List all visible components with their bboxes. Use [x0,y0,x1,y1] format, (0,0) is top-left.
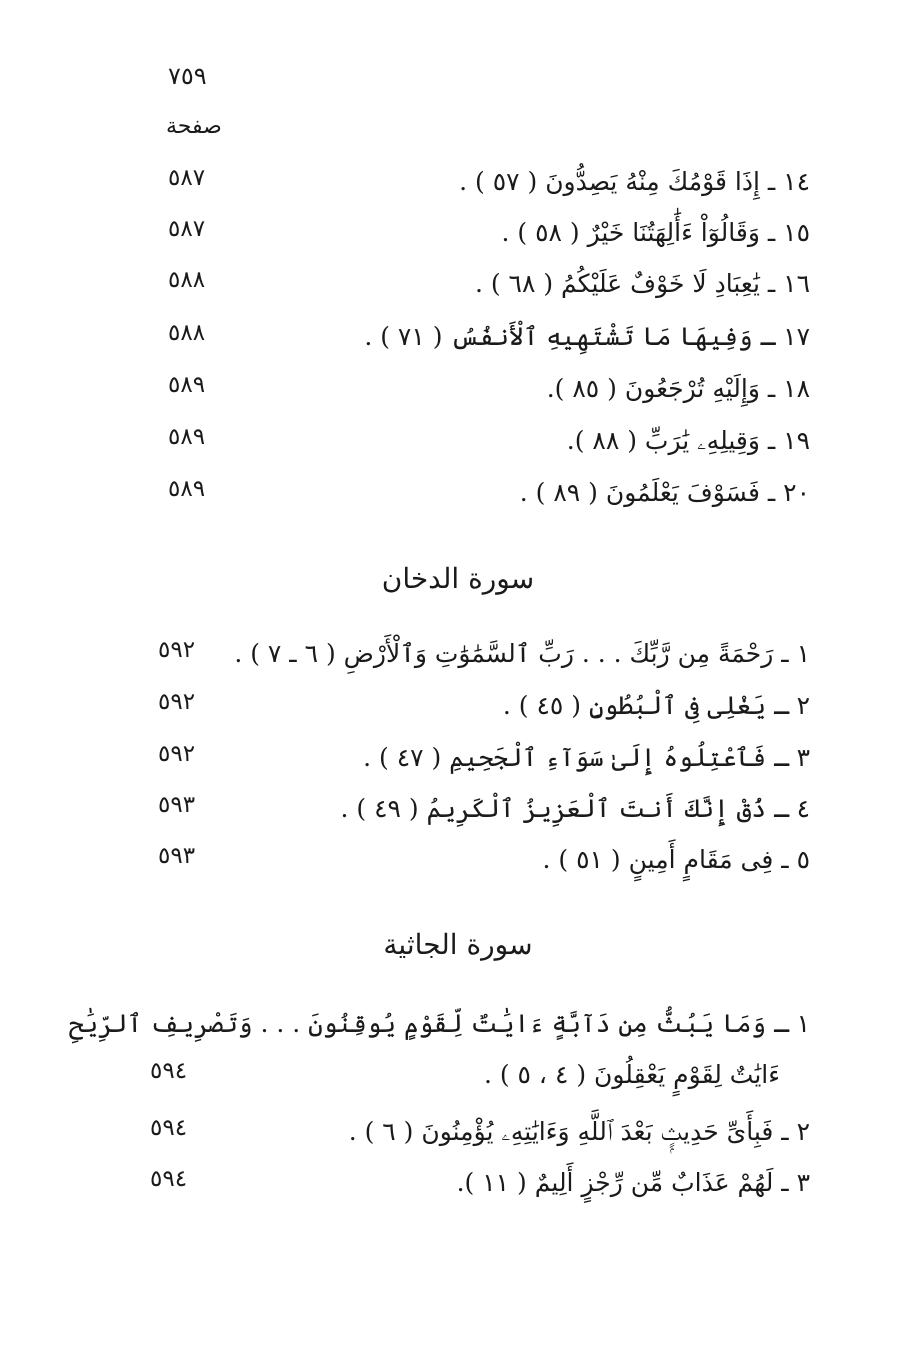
verse-entry: ١٧ ـ وَفِيهَا مَا تَشْتَهِيهِ ٱلْأَنفُسُ ( ٧١ ) . [364,322,810,351]
page-ref: ٥٨٨ [168,320,206,346]
verse-entry: ٢ ـ يَغْلِى فِى ٱلْبُطُونِ ( ٤٥ ) . [502,691,810,720]
verse-entry: ١٨ ـ وَإِلَيْهِ تُرْجَعُونَ ( ٨٥ ). [546,374,810,403]
verse-entry: ١ ـ وَمَا يَبُثُّ مِن دَآبَّةٍ ءَايَٰتٌ لِّقَوْمٍ يُوقِنُونَ . . . وَتَصْرِيفِ ٱلرِّيَٰحِ [68,1009,810,1038]
page-number: ٧٥٩ [168,62,207,90]
verse-entry: ءَايَٰتٌ لِقَوْمٍ يَعْقِلُونَ ( ٤ ، ٥ ) . [483,1060,780,1089]
list-item [150,162,810,202]
list-item [150,421,810,461]
list-item [150,789,810,829]
list-item [150,840,810,880]
verse-entry: ١ ـ رَحْمَةً مِن رَّبِّكَ . . . رَبِّ ٱلسَّمَٰوَٰتِ وَٱلْأَرْضِ ( ٦ ـ ٧ ) . [234,639,810,668]
verse-entry: ١٤ ـ إِذَا قَوْمُكَ مِنْهُ يَصِدُّونَ ( ٥٧ ) . [459,167,810,196]
verse-entry: ٣ ـ فَٱعْتِلُوهُ إِلَىٰ سَوَآءِ ٱلْجَحِيمِ ( ٤٧ ) . [363,743,810,772]
page-ref: ٥٨٨ [168,267,206,293]
page-ref: ٥٨٩ [168,424,206,450]
page-ref: ٥٨٩ [168,476,206,502]
page-ref: ٥٩٣ [158,843,196,869]
list-item [150,369,810,409]
page-ref: ٥٩٢ [158,637,196,663]
verse-entry: ١٥ ـ وَقَالُوٓاْ ءَأَٰلِهَتُنَا خَيْرٌ ( ٥٨ ) . [501,218,810,247]
list-item [140,1055,780,1095]
verse-entry: ٢ ـ فَبِأَىِّ حَدِيثٍۭ بَعْدَ ٱللَّهِ وَءَايَٰتِهِۦ يُؤْمِنُونَ ( ٦ ) . [348,1117,810,1146]
page-ref: ٥٩٢ [158,741,196,767]
page-column-label: صفحة [166,114,222,139]
verse-entry: ١٦ ـ يَٰعِبَادِ لَا خَوْفٌ عَلَيْكُمُ ( ٦٨ ) . [474,269,810,298]
page-ref: ٥٨٩ [168,372,206,398]
list-item [150,213,810,253]
verse-entry: ٣ ـ لَهُمْ عَذَابٌ مِّن رِّجْزٍ أَلِيمٌ ( ١١ ). [456,1168,810,1197]
list-item [68,1004,810,1044]
surah-title: سورة الجاثية [383,928,533,961]
list-item [150,634,810,674]
list-item [140,1112,810,1152]
page-ref: ٥٨٧ [168,216,206,242]
page-ref: ٥٩٣ [158,792,196,818]
list-item [150,317,810,357]
list-item [150,686,810,726]
verse-entry: ١٩ ـ وَقِيلِهِۦ يَٰرَبِّ ( ٨٨ ). [566,426,810,455]
page-ref: ٥٨٧ [168,165,206,191]
page-ref: ٥٩٤ [150,1166,188,1192]
list-item [150,738,810,778]
list-item [150,264,810,304]
verse-entry: ٤ ـ ذُقْ إِنَّكَ أَنتَ ٱلْعَزِيزُ ٱلْكَرِيمُ ( ٤٩ ) . [340,794,810,823]
page-ref: ٥٩٤ [150,1058,188,1084]
verse-entry: ٥ ـ فِى مَقَامٍ أَمِينٍ ( ٥١ ) . [542,845,810,874]
list-item [150,473,810,513]
page-ref: ٥٩٢ [158,689,196,715]
verse-entry: ٢٠ ـ فَسَوْفَ يَعْلَمُونَ ( ٨٩ ) . [519,478,810,507]
list-item [140,1163,810,1203]
surah-title: سورة الدخان [381,562,535,595]
page-ref: ٥٩٤ [150,1115,188,1141]
